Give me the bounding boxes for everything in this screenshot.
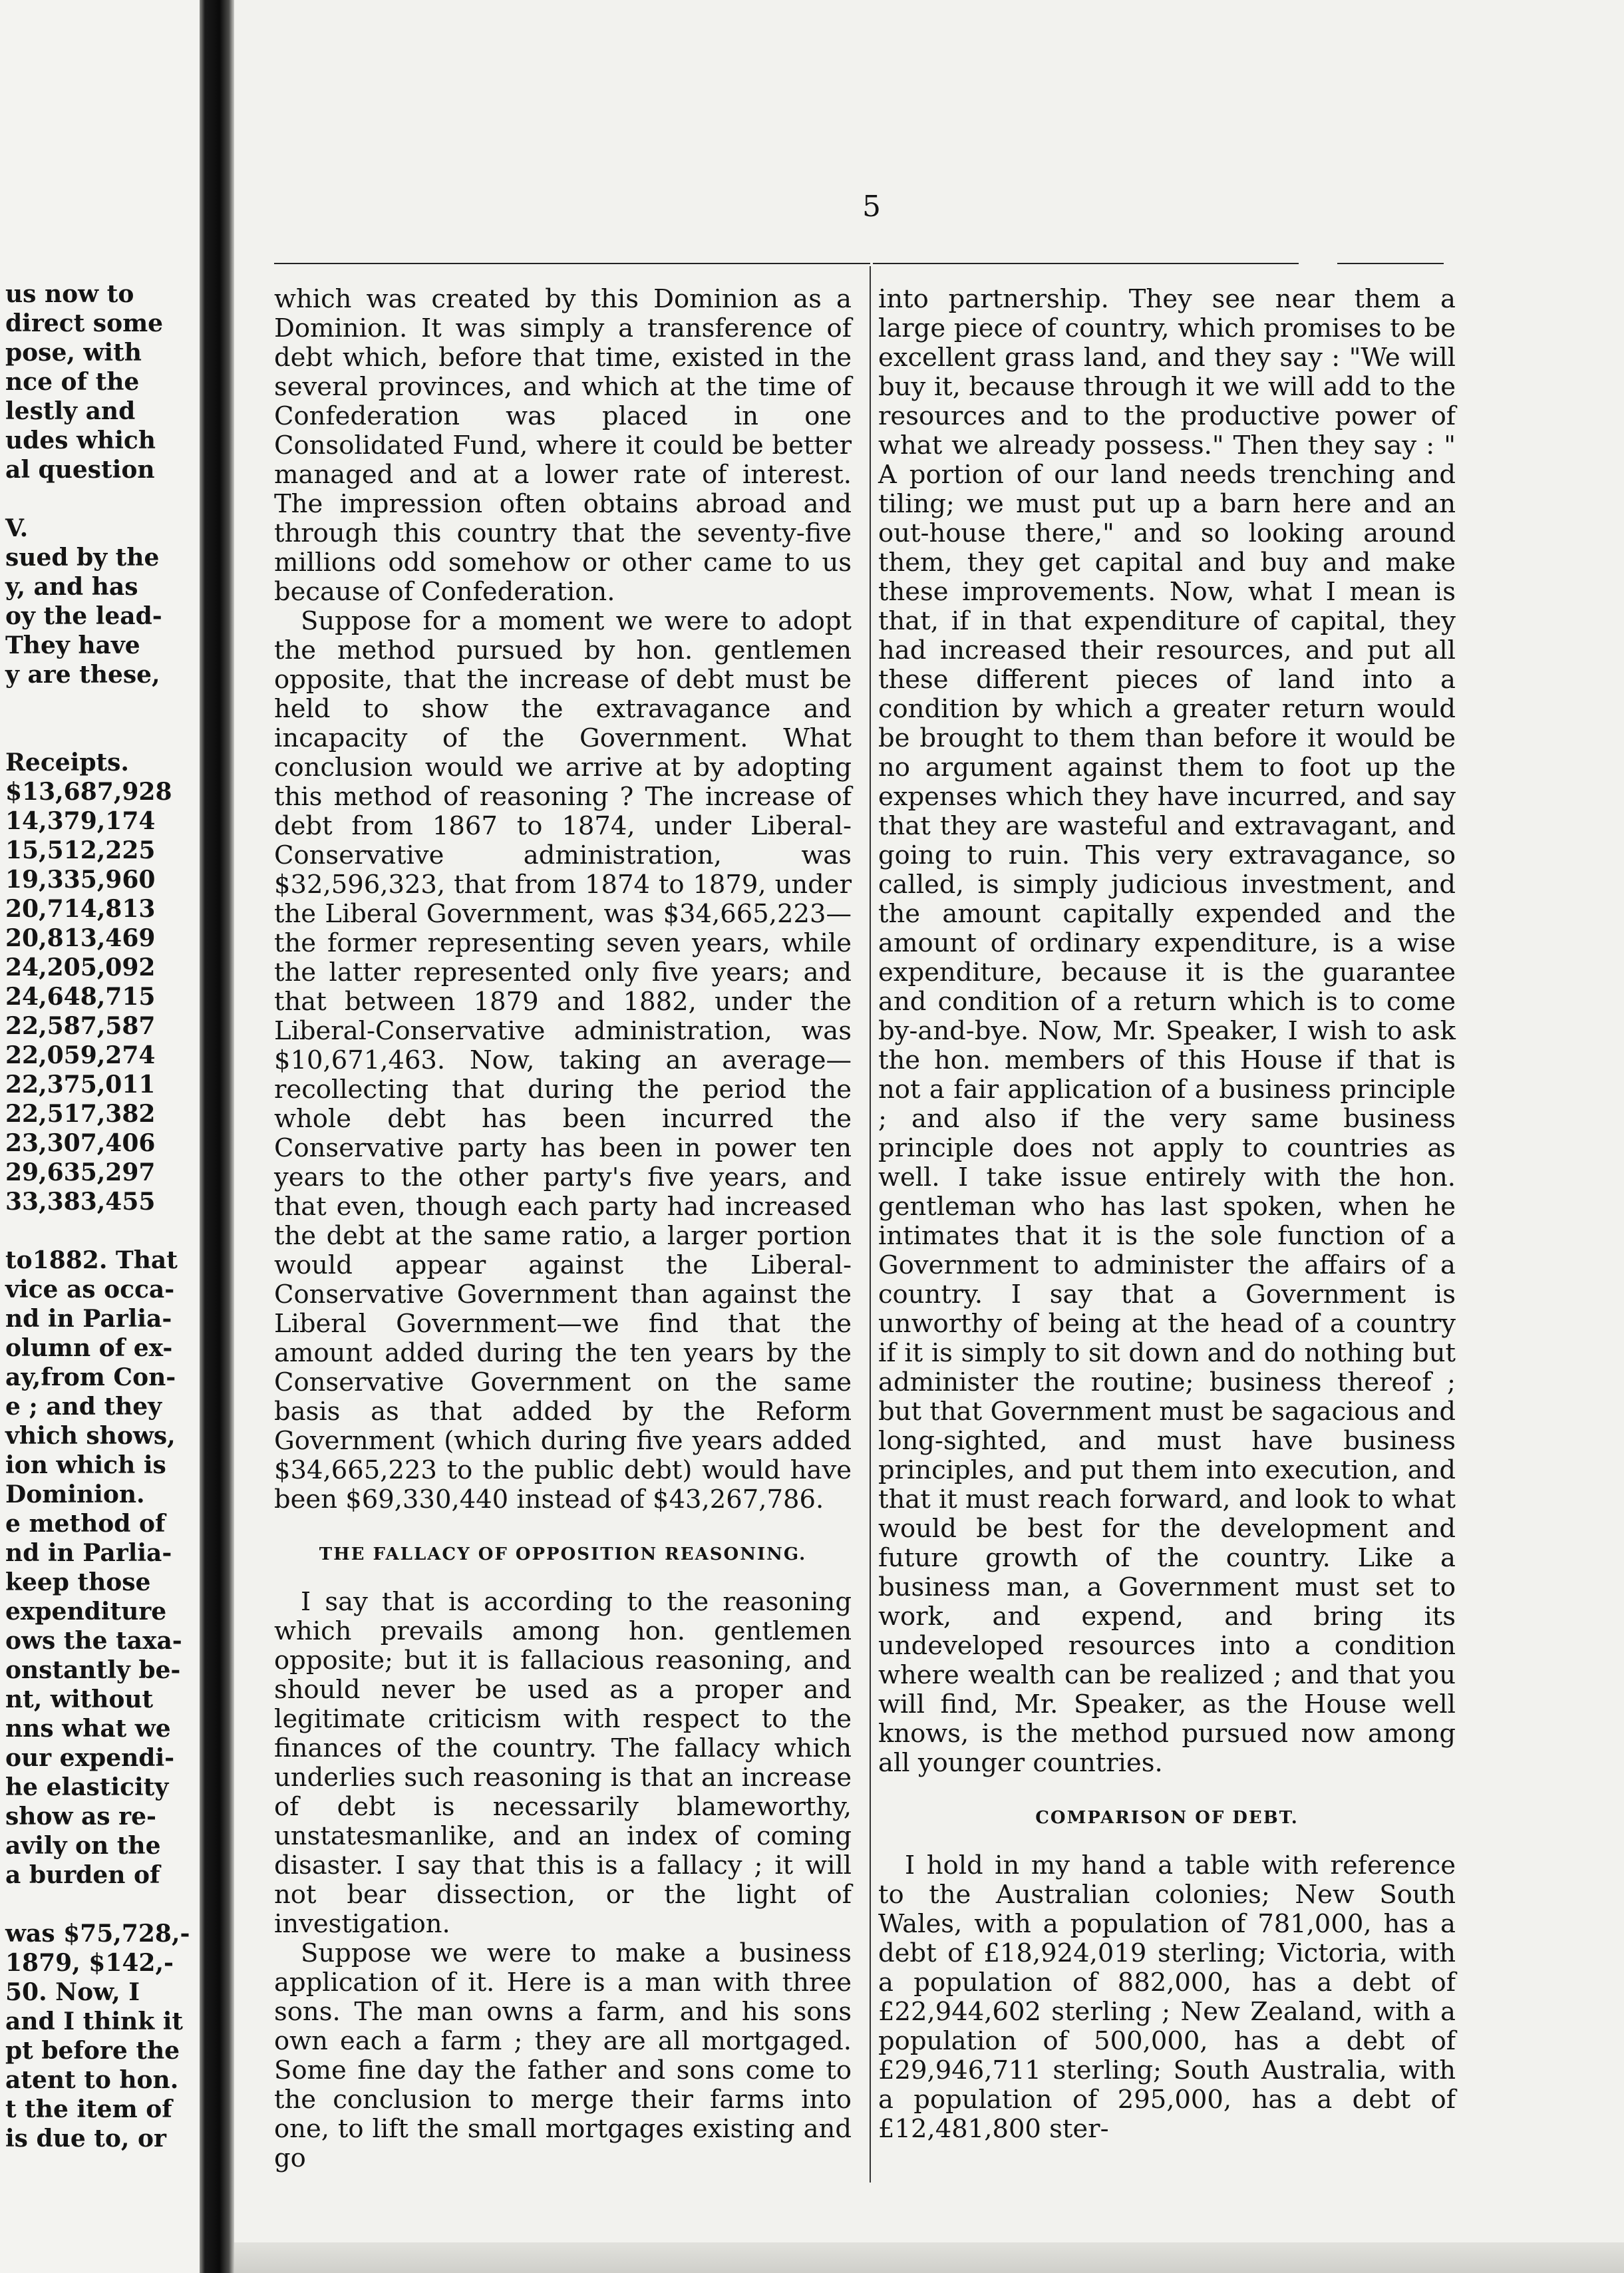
facing-page-line: 29,635,297 <box>5 1158 156 1186</box>
paragraph: I hold in my hand a table with reference to the Australian colonies; New South Wales, with a population of 781,000, has a debt of £18,924,019 sterling; Victoria, with a population of 882,000, has a debt of £22,944,602 sterling ; New Zealand, with a population of 500,000, has a debt of £29,946,711 sterling; South Australia, with a population of 295,000, has a debt of £12,481,800 ster- <box>878 1850 1456 2144</box>
page-bottom-edge <box>234 2242 1624 2273</box>
facing-page-line: to1882. That <box>5 1246 178 1274</box>
facing-page-line: 24,205,092 <box>5 954 156 981</box>
facing-page-line: 22,375,011 <box>5 1071 156 1099</box>
facing-page-line: expenditure <box>5 1598 167 1626</box>
page-number: 5 <box>862 190 881 224</box>
header-rule-right <box>1337 263 1444 264</box>
facing-page-line: was $75,728,- <box>5 1920 190 1948</box>
paragraph: into partnership. They see near them a large piece of country, which promises to be excellent grass land, and they say : "We will buy it, because through it we will add to the resources and to the productive power of what we already possess." Then they say : " A portion of our land needs trenching and tiling; we must put up a barn here and an out-house there," and so looking around them, they get capital and buy and make these improvements. Now, what I mean is that, if in that expenditure of capital, they had increased their resources, and put all these different pieces of land into a condition by which a greater return would be brought to them than before it would be no argument against them to foot up the expenses which they have incurred, and say that they are wasteful and extravagant, and going to ruin. This very extravagance, so called, is simply judicious investment, and the amount capitally expended and the amount of ordinary expenditure, is a wise expenditure, because it is the guarantee and condition of a return which is to come by-and-bye. Now, Mr. Speaker, I wish to ask the hon. members of this House if that is not a fair application of a business principle ; and also if the very same business principle does not apply to countries as well. I take issue entirely with the hon. gentleman who has last spoken, when he intimates that it is the sole function of a Government to administer the affairs of a country. I say that a Government is unworthy of being at the head of a country if it is simply to sit down and do nothing but administer the routine; business thereof ; but that Government must be sagacious and long-sighted, and must have business principles, and put them into execution, and that it must reach forward, and look to what would be best for the development and future growth of the country. Like a business man, a Government must set to work, and expend, and bring its undeveloped resources into a condition where wealth can be realized ; and that you will find, Mr. Speaker, as the House well knows, is the method pursued now among all younger countries. <box>878 284 1456 1778</box>
facing-page-line: is due to, or <box>5 2125 166 2153</box>
facing-page-line: pt before the <box>5 2037 180 2065</box>
facing-page-line: ay,from Con- <box>5 1363 176 1391</box>
facing-page-line: 1879, $142,- <box>5 1949 174 1977</box>
facing-page-line: Dominion. <box>5 1481 145 1508</box>
facing-page-line: atent to hon. <box>5 2066 179 2094</box>
facing-page-line: 22,059,274 <box>5 1041 156 1069</box>
facing-page-line: keep those <box>5 1568 151 1596</box>
facing-page-line: 15,512,225 <box>5 836 156 864</box>
facing-page-line: nd in Parlia- <box>5 1305 172 1333</box>
facing-page-line: our expendi- <box>5 1744 175 1772</box>
facing-page-line: They have <box>5 631 140 659</box>
facing-page-line: avily on the <box>5 1832 161 1860</box>
paragraph: which was created by this Dominion as a Dominion. It was simply a transference of debt which, before that time, existed in the several provinces, and which at the time of Confederation was placed in one Consolidated Fund, where it could be better managed and at a lower rate of interest. The impression often obtains abroad and through this country that the seventy-five millions odd somehow or other came to us because of Confederation. <box>274 284 852 607</box>
facing-page-line: us now to <box>5 280 134 308</box>
facing-page-line: 14,379,174 <box>5 807 156 835</box>
facing-page-line: show as re- <box>5 1803 156 1831</box>
facing-page-line: 50. Now, I <box>5 1978 140 2006</box>
facing-page-line: e ; and they <box>5 1393 162 1421</box>
facing-page-line: 19,335,960 <box>5 866 156 894</box>
facing-page-line: t the item of <box>5 2095 172 2123</box>
facing-page-line: pose, with <box>5 339 142 367</box>
facing-page-line: 22,587,587 <box>5 1012 156 1040</box>
facing-page-line: nns what we <box>5 1715 171 1743</box>
facing-page-line: udes which <box>5 427 156 454</box>
column-right <box>878 285 1456 2144</box>
column-left <box>274 285 852 2173</box>
facing-page-line: oy the lead- <box>5 602 162 630</box>
facing-page-line: vhich shows, <box>5 1422 176 1450</box>
facing-page-line: 20,714,813 <box>5 895 156 923</box>
facing-page-line: and I think it <box>5 2008 184 2035</box>
paragraph: Suppose for a moment we were to adopt the method pursued by hon. gentlemen opposite, that the increase of debt must be held to show the extravagance and incapacity of the Government. What conclusion would we arrive at by adopting this method of reasoning ? The increase of debt from 1867 to 1874, under Liberal-Conservative administration, was $32,596,323, that from 1874 to 1879, under the Liberal Government, was $34,665,223—the former representing seven years, while the latter represented only five years; and that between 1879 and 1882, under the Liberal-Conservative administration, was $10,671,463. Now, taking an average—recollecting that during the period the whole debt has been incurred the Conservative party has been in power ten years to the other party's five years, and that even, though each party had increased the debt at the same ratio, a larger portion would appear against the Liberal-Conservative Government than against the Liberal Government—we find that the amount added during the ten years by the Conservative Government on the same basis as that added by the Reform Government (which during five years added $34,665,223 to the public debt) would have been $69,330,440 instead of $43,267,786. <box>274 606 852 1514</box>
facing-page-line: Receipts. <box>5 749 129 777</box>
facing-page-line: lestly and <box>5 397 136 425</box>
facing-page-line: he elasticity <box>5 1773 169 1801</box>
facing-page-line: nd in Parlia- <box>5 1539 172 1567</box>
facing-page-line: y, and has <box>5 573 138 601</box>
facing-page-line: $13,687,928 <box>5 778 172 806</box>
facing-page-line: nce of the <box>5 368 140 396</box>
paragraph: I say that is according to the reasoning which prevails among hon. gentlemen opposite; but it is fallacious reasoning, and should never be used as a proper and legitimate criticism with respect to the finances of the country. The fallacy which underlies such reasoning is that an increase of debt is necessarily blameworthy, unstatesmanlike, and an index of coming disaster. I say that this is a fallacy ; it will not bear dissection, or the light of investigation. <box>274 1587 852 1939</box>
facing-page-line: y are these, <box>5 661 160 689</box>
facing-page-line: V. <box>5 514 29 542</box>
facing-page-line: 23,307,406 <box>5 1129 156 1157</box>
facing-page-line: e method of <box>5 1510 166 1538</box>
header-rule-middle <box>873 263 1299 264</box>
facing-page-line: olumn of ex- <box>5 1334 173 1362</box>
facing-page-line: 22,517,382 <box>5 1100 156 1128</box>
facing-page-line: vice as occa- <box>5 1276 175 1304</box>
facing-page-line: onstantly be- <box>5 1656 181 1684</box>
facing-page-line: al question <box>5 456 155 484</box>
facing-page-line: sued by the <box>5 544 160 572</box>
section-heading: THE FALLACY OF OPPOSITION REASONING. <box>319 1544 807 1564</box>
facing-page-line: 24,648,715 <box>5 983 156 1011</box>
facing-page-fragment <box>0 0 200 2273</box>
paragraph: Suppose we were to make a business application of it. Here is a man with three sons. The man owns a farm, and his sons own each a farm ; they are all mortgaged. Some fine day the father and sons come to the conclusion to merge their farms into one, to lift the small mortgages existing and go <box>274 1938 852 2173</box>
facing-page-line: direct some <box>5 309 164 337</box>
facing-page-line: 33,383,455 <box>5 1188 156 1216</box>
header-rule-left <box>274 263 870 264</box>
facing-page-line: nt, without <box>5 1685 154 1713</box>
facing-page-line: ion which is <box>5 1451 166 1479</box>
column-divider <box>870 266 871 2183</box>
book-spine <box>200 0 234 2273</box>
facing-page-line: a burden of <box>5 1861 160 1889</box>
facing-page-line: ows the taxa- <box>5 1627 182 1655</box>
section-heading: COMPARISON OF DEBT. <box>1035 1808 1299 1828</box>
facing-page-line: 20,813,469 <box>5 924 156 952</box>
